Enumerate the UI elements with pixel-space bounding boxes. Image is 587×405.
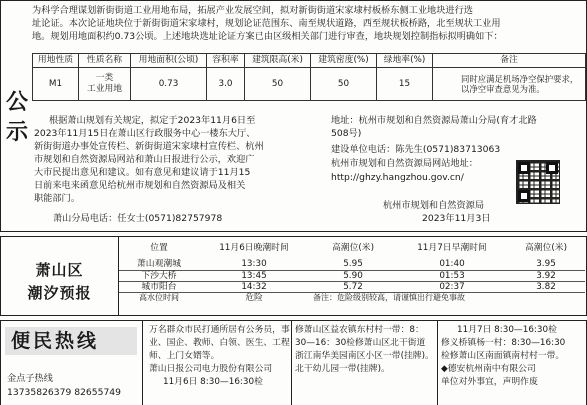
column-divider (291, 321, 292, 405)
tide-location: 城市阳台 (119, 281, 199, 292)
tide-level: 3.95 (507, 259, 585, 270)
notice-body-line: 职能部门。 (34, 193, 80, 204)
table-header: 绿地率(%) (377, 54, 433, 68)
tide-title (1, 237, 119, 315)
builder-phone: 建设单位电话：陈先生(0571)83713063 (331, 144, 501, 155)
column-divider (437, 321, 438, 405)
tide-time: 13:45 (199, 270, 309, 281)
tide-location: 下沙大桥 (119, 270, 199, 281)
issuing-authority: 杭州市规划和自然资源局 (383, 200, 485, 211)
table-cell: 50 (245, 68, 311, 101)
tide-time: 14:32 (199, 281, 309, 292)
tide-note: 备注：危险级别较高，请谨慎出行避免事故 (313, 292, 465, 302)
website-url[interactable]: http://ghzy.hangzhou.gov.cn/ (331, 172, 464, 183)
tide-title-district: 萧山区 (35, 261, 84, 279)
notice-address: 地址：杭州市规划和自然资源局萧山分局(育才北路 (331, 115, 537, 126)
notice-body-line: 根据萧山规划有关规定，拟定于2023年11月6日至 (49, 115, 256, 126)
notice-label: 公 示 (5, 89, 28, 145)
tide-table (119, 237, 585, 303)
notice-intro-line: 地。规划用地面积约0.73公顷。上述地块选址论证方案已由区级相关部门进行审查，地块规划控制指标拟明确如下： (32, 31, 503, 42)
tide-header: 高潮位(米) (331, 243, 375, 253)
table-header: 性质名称 (79, 54, 131, 68)
notice-intro-line: 为科学合理谋划新街街道工业用地布局，拓展产业发展空间，拟对新街街道宋家埭村板桥东侧工业地块进行选 (32, 5, 473, 16)
table-header: 用地性质 (33, 54, 79, 68)
branch-phone: 萧山分局电话：任女士(0571)82757978 (53, 213, 223, 224)
table-cell: 3.0 (207, 68, 245, 101)
table-cell: M1 (33, 68, 79, 101)
notice-body-line: 2023年11月15日在萧山区行政服务中心一楼东大厅、 (34, 128, 256, 139)
notice-body-line: 日前来电来函意见给杭州市规划和自然资源局及相关 (34, 180, 246, 191)
notice-body-line: 市规划和自然资源局网站和萧山日报进行公示，欢迎广 (34, 154, 255, 165)
hotline-header (1, 321, 143, 405)
website-label: 杭州市规划和自然资源局网站地址： (331, 158, 478, 169)
tide-time: 01:53 (397, 270, 507, 281)
notice-address: 508号) (331, 128, 362, 139)
hotline-phones: 13735826379 82655749 (7, 387, 121, 398)
notice-intro-line: 址论证。本次论证地块位于新街街道宋家埭村，规划论证范围东、南至规状道路，西至规状板桥路，北至规状工业用 (32, 18, 501, 29)
hotline-column-1: 万名群众市民打通所居有公务员，事 业、国企、教师、白领、医生、工程 师、上门女婿等。 萧山日报公司电力股份有限公司 11月6日 8:30—16:30检 (149, 325, 290, 387)
tide-header: 位置 (150, 243, 168, 253)
table-header: 用地面积(公顷) (131, 54, 207, 68)
qr-code-icon (516, 160, 560, 204)
tide-location: 萧山观潮城 (119, 259, 199, 270)
tide-time: 13:30 (199, 259, 309, 270)
tide-header: 高潮位(米) (524, 243, 568, 253)
table-header: 容积率 (207, 54, 245, 68)
tide-level: 3.92 (507, 270, 585, 281)
hotline-contact-label: 金点子热线 (7, 373, 53, 384)
tide-header: 11月7日早潮时间 (417, 243, 487, 253)
tide-note-label: 高水位时间 (139, 292, 179, 302)
table-cell: 50 (311, 68, 377, 101)
hotline-title: 便民热线 (5, 327, 137, 355)
hotline-column-3: 11月7日 8:30—16:30检 修义桥镇杨一村：8:30—16:30 检修萧山区南面镇南村村一带。 ◆德安杭州南中有限公司 单位对外事宜，声明作废 (441, 325, 566, 387)
tide-danger-level: 危险 (245, 292, 263, 303)
tide-level: 3.82 (507, 281, 585, 292)
planning-index-table (32, 53, 586, 101)
hotline-section (0, 320, 587, 405)
table-cell: 15 (377, 68, 433, 101)
table-cell: 0.73 (131, 68, 207, 101)
table-header: 建筑密度(%) (311, 54, 377, 68)
tide-level: 5.95 (309, 259, 397, 270)
tide-time: 01:40 (397, 259, 507, 270)
table-cell: 同时应满足机场净空保护要求，以净空审查意见为准。 (433, 68, 586, 101)
notice-body-line: 大市民提出意见和建议。如有意见和建议请于11月15 (34, 167, 251, 178)
tide-header: 11月6日晚潮时间 (219, 243, 289, 253)
notice-body-line: 新街街道办事处宣传栏、新街街道宋家埭村宣传栏、杭州 (34, 141, 264, 152)
table-header: 建筑限高(米) (245, 54, 311, 68)
table-header: 备注 (433, 54, 586, 68)
hotline-column-2: 修萧山区益农镇东村村一带：8： 30—16：30检修萧山区北干街道 浙江南华美园南区小区一带(挂牌)。 北干幼儿园一带(挂牌)。 (295, 325, 434, 374)
tide-level: 5.90 (309, 270, 397, 281)
tide-title-label: 潮汐预报 (27, 284, 92, 302)
tide-time: 02:37 (397, 281, 507, 292)
table-cell: 一类 工业用地 (79, 68, 131, 101)
notice-date: 2023年11月3日 (422, 213, 491, 224)
tide-forecast (0, 236, 587, 316)
tide-level: 5.72 (309, 281, 397, 292)
